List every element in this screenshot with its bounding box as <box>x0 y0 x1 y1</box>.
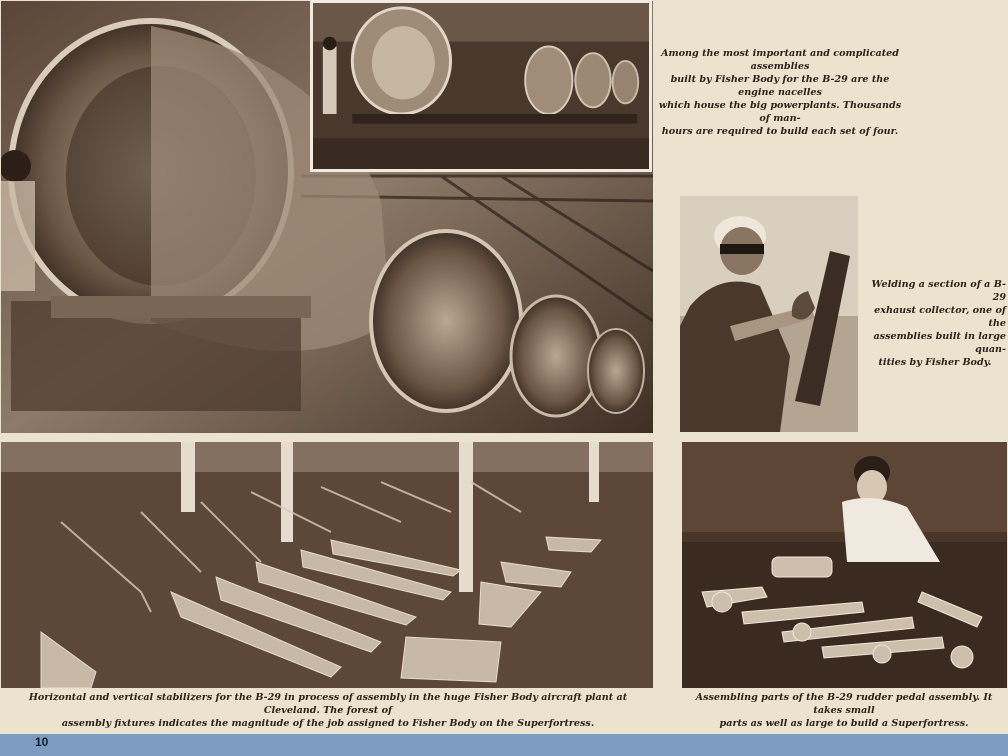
stabilizers-image <box>1 442 653 688</box>
caption-line: exhaust collector, one of the <box>874 305 1006 329</box>
footer-bar <box>0 734 1008 756</box>
nacelle-inset-image <box>313 3 649 169</box>
caption-line: tities by Fisher Body. <box>878 357 992 368</box>
caption-line: built by Fisher Body for the B-29 are the engine nacelles <box>670 74 890 98</box>
caption-line: Horizontal and vertical stabilizers for the B-29 in process of assembly in the huge Fisher Body aircraft plant at Cleveland. The forest of <box>28 692 628 716</box>
caption-line: Welding a section of a B-29 <box>871 279 1006 303</box>
caption-line: assembly fixtures indicates the magnitude of the job assigned to Fisher Body on the Superfortress. <box>61 718 595 729</box>
caption-line: which house the big powerplants. Thousands of man- <box>658 100 902 124</box>
caption-stabilizers <box>10 691 646 730</box>
stabilizers-photo <box>0 441 654 689</box>
nacelle-inset-photo <box>310 0 652 172</box>
rudder-pedal-image <box>682 442 1007 688</box>
caption-line: Assembling parts of the B-29 rudder pedal assembly. It takes small <box>695 692 993 716</box>
caption-rudder-pedal <box>684 691 1004 730</box>
welder-image <box>680 196 858 432</box>
caption-welding <box>864 278 1006 369</box>
caption-engine-nacelles <box>656 47 904 138</box>
caption-line: hours are required to build each set of four. <box>661 126 899 137</box>
caption-line: assemblies built in large quan- <box>873 331 1006 355</box>
page-number: 10 <box>35 735 49 749</box>
rudder-pedal-photo <box>681 441 1008 689</box>
caption-line: parts as well as large to build a Superfortress. <box>719 718 969 729</box>
welder-photo <box>679 195 859 433</box>
caption-line: Among the most important and complicated assemblies <box>661 48 899 72</box>
